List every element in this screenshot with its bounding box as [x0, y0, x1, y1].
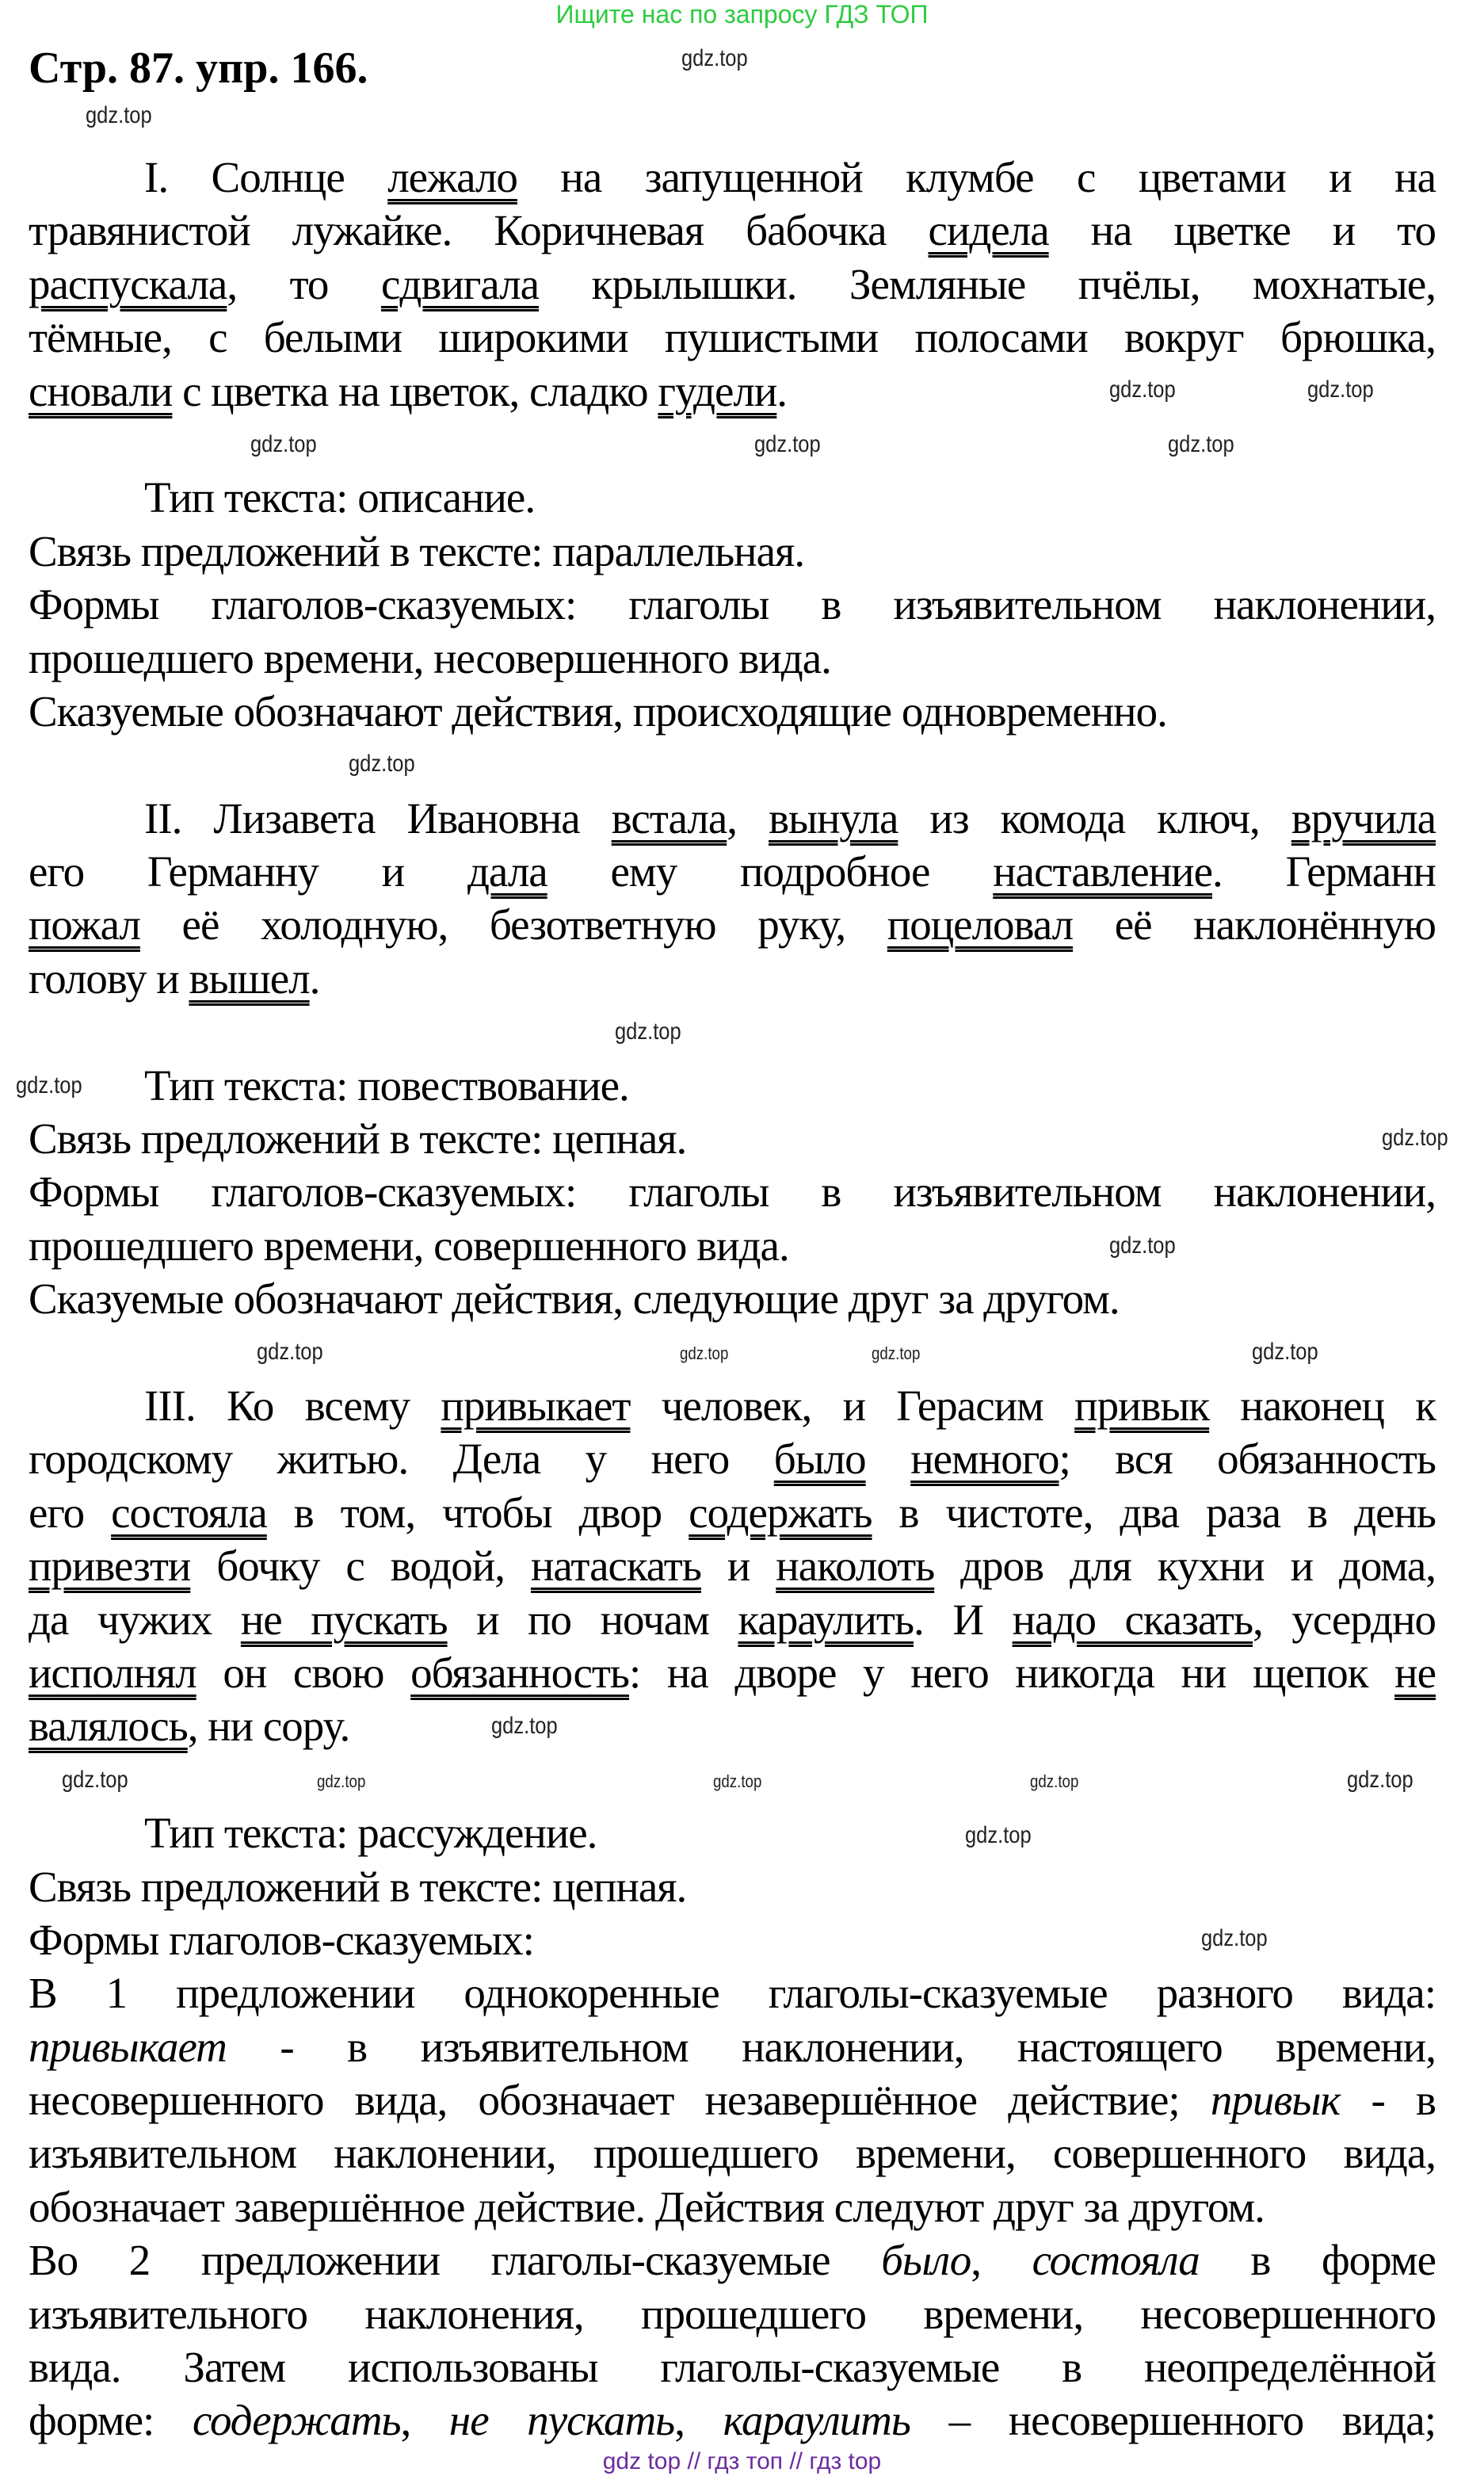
text-segment: . Германн [1212, 847, 1436, 896]
text-segment: да чужих [29, 1595, 241, 1644]
italic-verb: было [881, 2236, 971, 2285]
text-segment: - в изъявительном наклонении, настоящего времени, [226, 2022, 1436, 2071]
text-line [29, 2073, 1436, 2126]
text-segment: тёмные, с белыми широкими пушистыми полосами вокруг брюшка, [29, 313, 1436, 362]
underlined-predicate: распускала [29, 259, 227, 308]
search-banner: Ищите нас по запросу ГДЗ ТОП [555, 0, 929, 29]
text-segment: , [971, 2236, 1032, 2285]
underlined-predicate: валялось [29, 1702, 188, 1751]
text-line [29, 952, 1436, 1005]
text-segment: . [776, 366, 788, 415]
italic-verb: караулить [723, 2396, 910, 2445]
text-segment: В 1 предложении однокоренные глаголы-сказуемые разного вида: [29, 1969, 1436, 2018]
gdz-watermark: gdz.top [257, 1339, 323, 1365]
text-line [29, 1379, 1436, 1432]
gdz-watermark: gdz.top [680, 1343, 729, 1363]
underlined-predicate: надо сказать [1012, 1595, 1253, 1644]
text-segment: изъявительного наклонения, прошедшего времени, несовершенного [29, 2289, 1436, 2338]
text-segment: с цветка на цветок, сладко [172, 366, 658, 415]
gdz-watermark: gdz.top [754, 431, 821, 457]
gdz-watermark: gdz.top [317, 1771, 366, 1791]
text-segment: несовершенного вида, обозначает незавершённое действие; [29, 2076, 1211, 2125]
gdz-watermark: gdz.top [86, 102, 152, 128]
text-line [29, 1593, 1436, 1646]
gdz-watermark: gdz.top [1030, 1771, 1079, 1791]
underlined-predicate: не пускать [240, 1595, 448, 1644]
underlined-predicate: обязанность [410, 1648, 629, 1697]
text-line [29, 1059, 1436, 1112]
underlined-predicate: исполнял [29, 1648, 196, 1697]
text-line [29, 1966, 1436, 2019]
text-segment: Связь предложений в тексте: цепная. [29, 1114, 687, 1163]
italic-verb: привыкает [29, 2022, 227, 2071]
text-segment: Сказуемые обозначают действия, происходящие одновременно. [29, 686, 1167, 736]
text-line [29, 471, 1436, 524]
text-segment: его Германну и [29, 847, 467, 896]
text-segment: Связь предложений в тексте: цепная. [29, 1862, 687, 1911]
text-line [29, 845, 1436, 898]
text-segment: , ни сору. [187, 1702, 350, 1751]
text-segment [866, 1435, 911, 1483]
text-segment: прошедшего времени, несовершенного вида. [29, 633, 831, 682]
text-line [29, 525, 1436, 578]
text-segment: Тип текста: повествование. [144, 1060, 629, 1110]
text-segment: Во 2 предложении глаголы-сказуемые [29, 2236, 882, 2285]
text-line [29, 632, 1436, 685]
text-segment: из комода ключ, [898, 793, 1291, 843]
text-segment: в том, чтобы двор [266, 1488, 689, 1537]
italic-verb: привык [1210, 2076, 1341, 2125]
text-line [29, 792, 1436, 845]
underlined-predicate: поцеловал [887, 900, 1074, 950]
text-segment: форме: [29, 2396, 193, 2445]
text-segment: , то [227, 259, 381, 308]
underlined-predicate: встала [611, 793, 727, 843]
text-line [29, 2394, 1436, 2447]
gdz-watermark: gdz.top [615, 1018, 681, 1045]
text-segment: крылышки. Земляные пчёлы, мохнатые, [539, 259, 1436, 308]
italic-verb: содержать [192, 2396, 401, 2445]
text-line [29, 2233, 1436, 2287]
text-line [29, 204, 1436, 257]
text-segment: – несовершенного вида; [910, 2396, 1436, 2445]
underlined-predicate: сновали [29, 366, 173, 415]
gdz-watermark: gdz.top [1168, 431, 1234, 457]
text-line [29, 365, 1436, 418]
text-line [29, 1860, 1436, 1913]
text-line [29, 1112, 1436, 1165]
text-segment: вида. Затем использованы глаголы-сказуемые в неопределённой [29, 2343, 1436, 2392]
text-segment: обозначает завершённое действие. Действия следуют друг за другом. [29, 2182, 1265, 2231]
text-segment: на цветке и то [1048, 206, 1436, 255]
underlined-predicate: наставление [993, 847, 1212, 896]
text-line [29, 1486, 1436, 1539]
gdz-watermark: gdz.top [1109, 376, 1176, 403]
text-segment: её наклонённую [1073, 900, 1436, 950]
text-line [29, 311, 1436, 364]
underlined-predicate: привык [1074, 1381, 1210, 1430]
text-line [29, 151, 1436, 204]
underlined-predicate: вынула [769, 793, 898, 843]
gdz-watermark: gdz.top [1201, 1925, 1268, 1951]
text-line [29, 2020, 1436, 2073]
gdz-watermark: gdz.top [681, 45, 748, 71]
text-segment: изъявительном наклонении, прошедшего времени, совершенного вида, [29, 2129, 1436, 2178]
gdz-watermark: gdz.top [965, 1822, 1032, 1848]
text-segment: травянистой лужайке. Коричневая бабочка [29, 206, 929, 255]
italic-verb: не пускать [448, 2396, 675, 2445]
text-line [29, 258, 1436, 311]
underlined-predicate: лежало [387, 153, 517, 201]
text-segment: . И [914, 1595, 1013, 1644]
text-line [29, 1165, 1436, 1218]
text-segment: прошедшего времени, совершенного вида. [29, 1221, 789, 1270]
text-segment: её холодную, безответную руку, [139, 900, 887, 950]
gdz-watermark: gdz.top [349, 751, 415, 777]
text-segment: , [674, 2396, 723, 2445]
text-segment: , [727, 793, 769, 843]
text-line [29, 1806, 1436, 1859]
text-segment: на запущенной клумбе с цветами и на [517, 153, 1436, 201]
footer-watermark: gdz top // гдз топ // гдз top [602, 2448, 882, 2474]
gdz-watermark: gdz.top [16, 1072, 82, 1099]
text-segment: в чистоте, два раза в день [872, 1488, 1436, 1537]
gdz-watermark: gdz.top [491, 1713, 558, 1739]
text-segment: и [700, 1542, 776, 1591]
gdz-watermark: gdz.top [1252, 1339, 1318, 1365]
underlined-predicate: немного [910, 1435, 1059, 1484]
text-segment: , [400, 2396, 449, 2445]
text-segment: его [29, 1488, 112, 1537]
text-line [29, 1646, 1436, 1699]
text-segment: Сказуемые обозначают действия, следующие друг за другом. [29, 1274, 1120, 1324]
text-line [29, 2126, 1436, 2180]
gdz-watermark: gdz.top [872, 1343, 921, 1363]
text-segment: : на дворе у него никогда ни щепок [629, 1648, 1395, 1697]
underlined-predicate: пожал [29, 900, 140, 950]
text-segment: бочку с водой, [190, 1542, 531, 1591]
text-line [29, 1699, 1436, 1752]
blank-line [29, 738, 1436, 791]
text-segment: . [309, 953, 320, 1003]
gdz-watermark: gdz.top [1109, 1232, 1176, 1259]
text-segment: голову и [29, 953, 189, 1003]
underlined-predicate: дала [467, 847, 547, 896]
text-segment: Тип текста: описание. [144, 473, 536, 522]
underlined-predicate: сдвигала [380, 259, 540, 308]
text-line [29, 2287, 1436, 2340]
text-segment: Связь предложений в тексте: параллельная. [29, 526, 805, 575]
text-line [29, 2180, 1436, 2233]
text-segment: человек, и Герасим [630, 1381, 1075, 1430]
underlined-predicate: сидела [928, 206, 1049, 255]
underlined-predicate: привыкает [441, 1381, 631, 1430]
underlined-predicate: состояла [111, 1488, 267, 1537]
gdz-watermark: gdz.top [1307, 376, 1374, 403]
text-segment: дров для кухни и дома, [934, 1542, 1436, 1591]
text-segment: городскому житью. Дела у него [29, 1435, 774, 1484]
text-segment: II. Лизавета Ивановна [144, 793, 612, 843]
text-segment: в форме [1199, 2236, 1436, 2285]
text-segment: ; вся обязанность [1059, 1435, 1436, 1484]
underlined-predicate: вручила [1291, 793, 1436, 843]
gdz-watermark: gdz.top [62, 1767, 128, 1793]
text-segment: , усердно [1253, 1595, 1436, 1644]
text-segment: I. Солнце [144, 153, 388, 201]
text-line [29, 1539, 1436, 1592]
text-segment: наконец к [1209, 1381, 1436, 1430]
underlined-predicate: вышел [189, 953, 310, 1003]
gdz-watermark: gdz.top [1382, 1125, 1448, 1151]
text-segment: III. Ко всему [144, 1381, 441, 1430]
blank-line [29, 1005, 1436, 1058]
text-segment: - в [1340, 2076, 1436, 2125]
text-line [29, 1272, 1436, 1325]
text-segment: Формы глаголов-сказуемых: глаголы в изъявительном наклонении, [29, 580, 1436, 629]
gdz-watermark: gdz.top [250, 431, 317, 457]
underlined-predicate: наколоть [776, 1542, 935, 1591]
underlined-predicate: не [1394, 1648, 1436, 1697]
text-line [29, 1219, 1436, 1272]
underlined-predicate: гудели [658, 366, 777, 415]
exercise-text [29, 151, 1436, 2447]
text-line [29, 898, 1436, 951]
text-segment: Формы глаголов-сказуемых: глаголы в изъявительном наклонении, [29, 1167, 1436, 1217]
blank-line [29, 1326, 1436, 1379]
gdz-watermark: gdz.top [713, 1771, 762, 1791]
underlined-predicate: привезти [29, 1542, 191, 1591]
underlined-predicate: караулить [738, 1595, 914, 1644]
text-segment: и по ночам [447, 1595, 738, 1644]
underlined-predicate: содержать [689, 1488, 872, 1537]
text-line [29, 1432, 1436, 1485]
gdz-watermark: gdz.top [1347, 1767, 1413, 1793]
underlined-predicate: натаскать [530, 1542, 701, 1591]
underlined-predicate: было [773, 1435, 866, 1484]
text-line [29, 2340, 1436, 2394]
text-segment: Тип текста: рассуждение. [144, 1809, 597, 1858]
text-segment: ему подробное [547, 847, 994, 896]
page-title: Стр. 87. упр. 166. [29, 44, 368, 93]
text-segment: Формы глаголов-сказуемых: [29, 1915, 534, 1964]
text-line [29, 685, 1436, 738]
italic-verb: состояла [1032, 2236, 1200, 2285]
text-segment: он свою [196, 1648, 411, 1697]
text-line [29, 578, 1436, 631]
